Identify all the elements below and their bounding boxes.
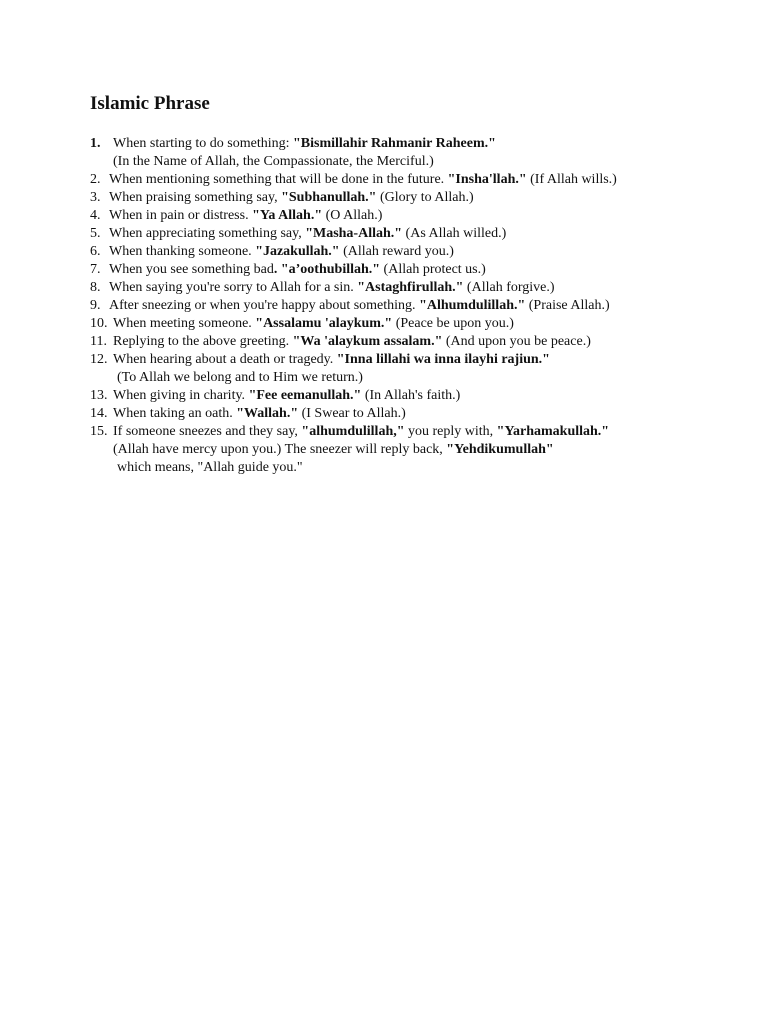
item-meaning: (Praise Allah.) — [525, 298, 610, 313]
item-number: 4. — [90, 208, 101, 223]
list-item — [90, 261, 730, 279]
list-item — [90, 315, 730, 333]
item-meaning: (I Swear to Allah.) — [298, 406, 406, 421]
item-meaning: (Peace be upon you.) — [392, 316, 514, 331]
item-number: 7. — [90, 262, 101, 277]
item-context: When giving in charity. — [113, 388, 249, 403]
list-item — [90, 171, 730, 189]
item-context: When praising something say, — [109, 190, 282, 205]
item-context: When appreciating something say, — [109, 226, 306, 241]
item-phrase: . "a’oothubillah." — [273, 262, 381, 277]
list-item — [90, 207, 730, 225]
list-item — [90, 387, 730, 405]
item-phrase: "Insha'llah." — [447, 172, 527, 187]
list-item — [90, 333, 730, 351]
item-number: 1. — [90, 136, 101, 151]
item-meaning: (If Allah wills.) — [526, 172, 617, 187]
item-meaning: (In the Name of Allah, the Compassionate, the Merciful.) — [113, 154, 434, 169]
item-meaning: (And upon you be peace.) — [442, 334, 591, 349]
item-context: When thanking someone. — [109, 244, 256, 259]
list-item — [90, 351, 730, 387]
item-number: 5. — [90, 226, 101, 241]
item-context: If someone sneezes and they say, — [113, 424, 302, 439]
item-context: When hearing about a death or tragedy. — [113, 352, 337, 367]
item-meaning: (In Allah's faith.) — [361, 388, 461, 403]
item-number: 6. — [90, 244, 101, 259]
list-item — [90, 135, 730, 171]
item-context: When meeting someone. — [113, 316, 256, 331]
item-meaning: (To Allah we belong and to Him we return.) — [117, 370, 363, 385]
item-number: 8. — [90, 280, 101, 295]
item-context: When you see something bad — [109, 262, 274, 277]
item-phrase: "Fee eemanullah." — [248, 388, 362, 403]
item-phrase: "Astaghfirullah." — [357, 280, 464, 295]
item-phrase: "Alhumdulillah." — [419, 298, 526, 313]
item-phrase: "Bismillahir Rahmanir Raheem." — [293, 136, 496, 151]
item-number: 12. — [90, 352, 108, 367]
item-sneezer-phrase: "Yehdikumullah" — [446, 442, 554, 457]
item-number: 3. — [90, 190, 101, 205]
list-item — [90, 225, 730, 243]
list-item — [90, 297, 730, 315]
list-item — [90, 279, 730, 297]
item-phrase: "Wa 'alaykum assalam." — [292, 334, 443, 349]
list-item — [90, 405, 730, 423]
item-number: 10. — [90, 316, 108, 331]
item-phrase: "Jazakullah." — [255, 244, 340, 259]
item-meaning-line — [90, 441, 730, 459]
item-phrase: "Ya Allah." — [252, 208, 323, 223]
item-number: 9. — [90, 298, 101, 313]
item-context: Replying to the above greeting. — [113, 334, 293, 349]
item-context: After sneezing or when you're happy about something. — [109, 298, 420, 313]
item-context: When mentioning something that will be done in the future. — [109, 172, 448, 187]
item-meaning: (O Allah.) — [322, 208, 383, 223]
item-meaning: (Glory to Allah.) — [376, 190, 474, 205]
item-number: 11. — [90, 334, 107, 349]
item-phrase: "Wallah." — [236, 406, 299, 421]
item-meaning: (Allah reward you.) — [339, 244, 454, 259]
list-item — [90, 189, 730, 207]
item-meaning-continued: which means, "Allah guide you." — [117, 460, 303, 475]
item-context: When saying you're sorry to Allah for a sin. — [109, 280, 358, 295]
item-number: 2. — [90, 172, 101, 187]
item-number: 15. — [90, 424, 108, 439]
item-context-continued: you reply with, — [404, 424, 497, 439]
item-meaning: (Allah forgive.) — [463, 280, 555, 295]
item-meaning: (Allah protect us.) — [380, 262, 486, 277]
item-phrase: "alhumdulillah," — [301, 424, 405, 439]
item-number: 13. — [90, 388, 108, 403]
item-phrase: "Assalamu 'alaykum." — [255, 316, 393, 331]
document-title: Islamic Phrase — [90, 93, 210, 114]
item-meaning: (Allah have mercy upon you.) The sneezer will reply back, — [113, 442, 447, 457]
list-item — [90, 243, 730, 261]
item-phrase: "Masha-Allah." — [305, 226, 403, 241]
item-context: When taking an oath. — [113, 406, 237, 421]
item-context: When starting to do something: — [113, 136, 294, 151]
item-meaning: (As Allah willed.) — [402, 226, 507, 241]
phrase-list — [90, 135, 730, 477]
item-reply-phrase: "Yarhamakullah." — [496, 424, 610, 439]
list-item — [90, 423, 730, 477]
item-number: 14. — [90, 406, 108, 421]
item-context: When in pain or distress. — [109, 208, 253, 223]
item-phrase: "Inna lillahi wa inna ilayhi rajiun." — [336, 352, 550, 367]
item-phrase: "Subhanullah." — [281, 190, 377, 205]
